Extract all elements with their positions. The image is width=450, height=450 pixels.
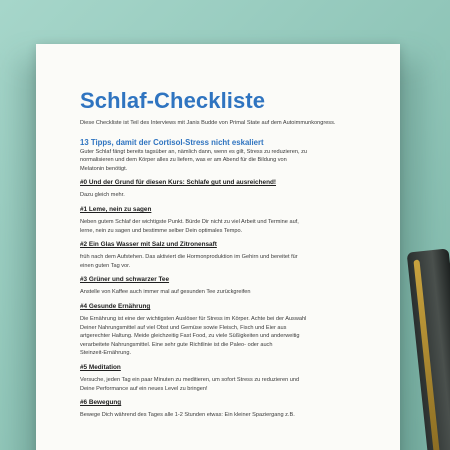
subheading-text-line: Guter Schlaf fängt bereits tagsüber an, nämlich dann, wenn es gilt, Stress zu reduzieren, zu: [80, 148, 307, 155]
section-title: #6 Bewegung: [80, 399, 122, 407]
section-text-line: lerne, nein zu sagen und bestimme selber Dein optimales Tempo.: [80, 227, 243, 234]
section-text-line: Die Ernährung ist eine der wichtigsten Auslöser für Stress im Körper. Achte bei der Auswahl: [80, 315, 307, 322]
section-text-line: Deine Performance auf ein neues Level zu bringen!: [80, 385, 208, 392]
section-text-line: Deiner Nahrungsmittel auf viel Obst und Gemüse sowie Fleisch, Fisch und Eier aus: [80, 324, 287, 331]
section-title: #2 Ein Glas Wasser mit Salz und Zitronensaft: [80, 241, 217, 249]
section-title: #3 Grüner und schwarzer Tee: [80, 276, 170, 284]
section-title: #1 Leme, nein zu sagen: [80, 205, 152, 213]
subheading-text-line: Melatonin benötigt.: [80, 165, 128, 172]
section-text-line: verarbeitete Nahrungsmittel. Eine sehr gute Richtlinie ist die Paleo- oder auch: [80, 341, 273, 348]
section-4: [80, 303, 384, 358]
section-title: #5 Meditation: [80, 363, 121, 371]
section-1: [80, 206, 384, 235]
section-6: [80, 399, 384, 420]
checklist-paper: [36, 44, 400, 450]
subheading-text-line: normalisieren und dem Körper alles zu liefern, was er am Abend für die Bildung von: [80, 157, 287, 164]
section-text-line: Anstelle von Kaffee auch immer mal auf gesunden Tee zurückgreifen: [80, 289, 251, 296]
section-5: [80, 364, 384, 393]
section-text-line: Dazu gleich mehr.: [80, 192, 125, 199]
intro-text: Diese Checkliste ist Teil des Interviews mit Janis Budde von Primal State auf dem Autoimmunkongress.: [80, 120, 336, 126]
section-text-line: einen guten Tag vor.: [80, 262, 131, 269]
document-title: Schlaf-Checkliste: [80, 88, 266, 113]
section-title: #4 Gesunde Ernährung: [80, 302, 151, 310]
section-text-line: artgerechter Haltung. Meide gleichzeitig Fast Food, zu viele Süßigkeiten und anderweitig: [80, 333, 300, 340]
section-title: #0 Und der Grund für diesen Kurs: Schlafe gut und ausreichend!: [80, 179, 277, 187]
section-0: [80, 179, 384, 200]
section-3: [80, 276, 384, 297]
section-2: [80, 241, 384, 270]
section-text-line: Steinzeit-Ernährung.: [80, 350, 131, 357]
section-text-line: Neben gutem Schlaf der wichtigste Punkt. Bürde Dir nicht zu viel Arbeit und Termine auf,: [80, 218, 299, 225]
section-text-line: Versuche, jeden Tag ein paar Minuten zu meditieren, um sofort Stress zu reduzieren und: [80, 376, 300, 383]
section-text-line: Bewege Dich während des Tages alle 1-2 Stunden etwas: Ein kleiner Spaziergang z.B.: [80, 412, 295, 419]
subheading: 13 Tipps, damit der Cortisol-Stress nicht eskaliert: [80, 137, 264, 147]
section-text-line: früh nach dem Aufstehen. Das aktiviert die Hormonproduktion im Gehirn und bereitet für: [80, 254, 298, 261]
